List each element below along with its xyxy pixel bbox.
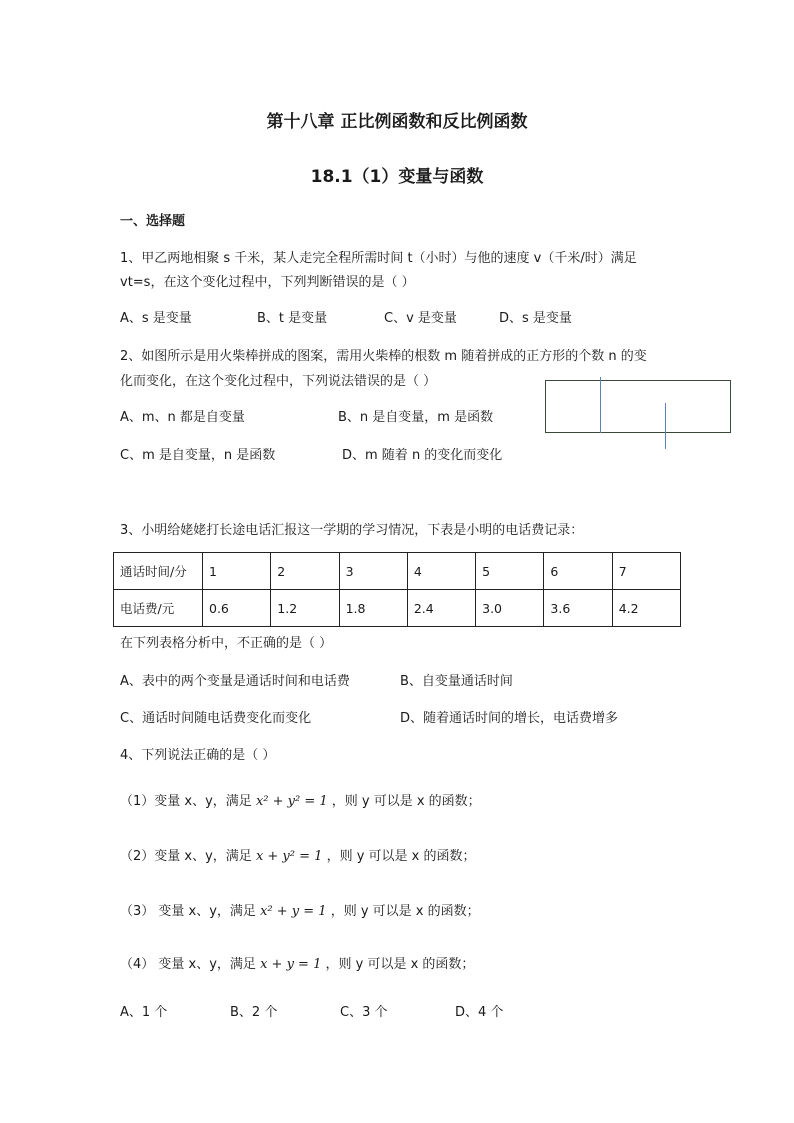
q4-statement-4: [120, 953, 474, 972]
q1-option-c: C、v 是变量: [384, 311, 457, 326]
statement-suffix: ，则 y 可以是 x 的函数；: [325, 957, 475, 972]
q4-text-line1: 4、下列说法正确的是（ ）: [120, 748, 276, 763]
statement-prefix: （4） 变量 x、y，满足: [120, 957, 256, 972]
q3-option-b: B、自变量通话时间: [400, 674, 513, 689]
statement-suffix: ，则 y 可以是 x 的函数；: [330, 904, 480, 919]
statement-prefix: （3） 变量 x、y，满足: [120, 904, 256, 919]
table-cell: 3.0: [476, 590, 544, 627]
equation: x² + y² = 1: [255, 794, 328, 809]
table-cell: 3: [339, 553, 407, 590]
q4-statement-3: [120, 900, 480, 919]
q4-option-d: D、4 个: [455, 1005, 504, 1020]
q1-option-d: D、s 是变量: [499, 311, 572, 326]
q2-option-d: D、m 随着 n 的变化而变化: [342, 448, 503, 463]
q2-option-a: A、m、n 都是自变量: [120, 410, 245, 425]
q4-statement-1: [120, 790, 481, 809]
section-subtitle: 18.1（1）变量与函数: [310, 167, 484, 187]
q3-option-a: A、表中的两个变量是通话时间和电话费: [120, 674, 350, 689]
phone-fee-table: [113, 552, 681, 627]
table-row: [114, 553, 681, 590]
statement-suffix: ，则 y 可以是 x 的函数；: [326, 849, 476, 864]
q1-text-line1: 1、甲乙两地相聚 s 千米，某人走完全程所需时间 t（小时）与他的速度 v（千米/时）满足: [120, 251, 637, 266]
q4-option-c: C、3 个: [340, 1005, 388, 1020]
table-row: [114, 590, 681, 627]
figure-line-2: [665, 403, 666, 449]
matchstick-figure: [545, 380, 731, 433]
q2-text-line2: 化而变化，在这个变化过程中，下列说法错误的是（ ）: [120, 374, 437, 389]
table-cell: 通话时间/分: [114, 553, 203, 590]
q2-option-c: C、m 是自变量，n 是函数: [120, 448, 276, 463]
statement-suffix: ，则 y 可以是 x 的函数；: [331, 794, 481, 809]
q4-option-b: B、2 个: [230, 1005, 278, 1020]
equation: x² + y = 1: [260, 904, 327, 919]
q3-option-d: D、随着通话时间的增长，电话费增多: [400, 711, 619, 726]
equation: x + y² = 1: [255, 849, 323, 864]
section-heading: 一、选择题: [120, 214, 186, 229]
q3-text-line2: 在下列表格分析中，不正确的是（ ）: [120, 636, 333, 651]
equation: x + y = 1: [260, 957, 322, 972]
table-cell: 5: [476, 553, 544, 590]
q2-text-line1: 2、如图所示是用火柴棒拼成的图案，需用火柴棒的根数 m 随着拼成的正方形的个数 n 的变: [120, 349, 647, 364]
table-cell: 0.6: [203, 590, 271, 627]
table-cell: 2.4: [407, 590, 475, 627]
q1-text-line2: vt=s，在这个变化过程中，下列判断错误的是（ ）: [120, 275, 415, 290]
table-cell: 6: [544, 553, 612, 590]
q1-option-a: A、s 是变量: [120, 311, 192, 326]
statement-prefix: （2）变量 x、y，满足: [120, 849, 252, 864]
table-cell: 2: [271, 553, 339, 590]
page-title: 第十八章 正比例函数和反比例函数: [266, 112, 528, 132]
table-cell: 3.6: [544, 590, 612, 627]
q3-option-c: C、通话时间随电话费变化而变化: [120, 711, 312, 726]
table-cell: 4: [407, 553, 475, 590]
figure-line-1: [600, 377, 601, 433]
q1-option-b: B、t 是变量: [257, 311, 328, 326]
table-cell: 1.8: [339, 590, 407, 627]
table-cell: 1: [203, 553, 271, 590]
statement-prefix: （1）变量 x、y，满足: [120, 794, 252, 809]
q3-text-line1: 3、小明给姥姥打长途电话汇报这一学期的学习情况，下表是小明的电话费记录：: [120, 523, 584, 538]
q4-option-a: A、1 个: [120, 1005, 168, 1020]
q2-option-b: B、n 是自变量，m 是函数: [338, 410, 494, 425]
table-cell: 7: [612, 553, 680, 590]
q4-statement-2: [120, 845, 475, 864]
table-cell: 1.2: [271, 590, 339, 627]
table-cell: 电话费/元: [114, 590, 203, 627]
table-cell: 4.2: [612, 590, 680, 627]
